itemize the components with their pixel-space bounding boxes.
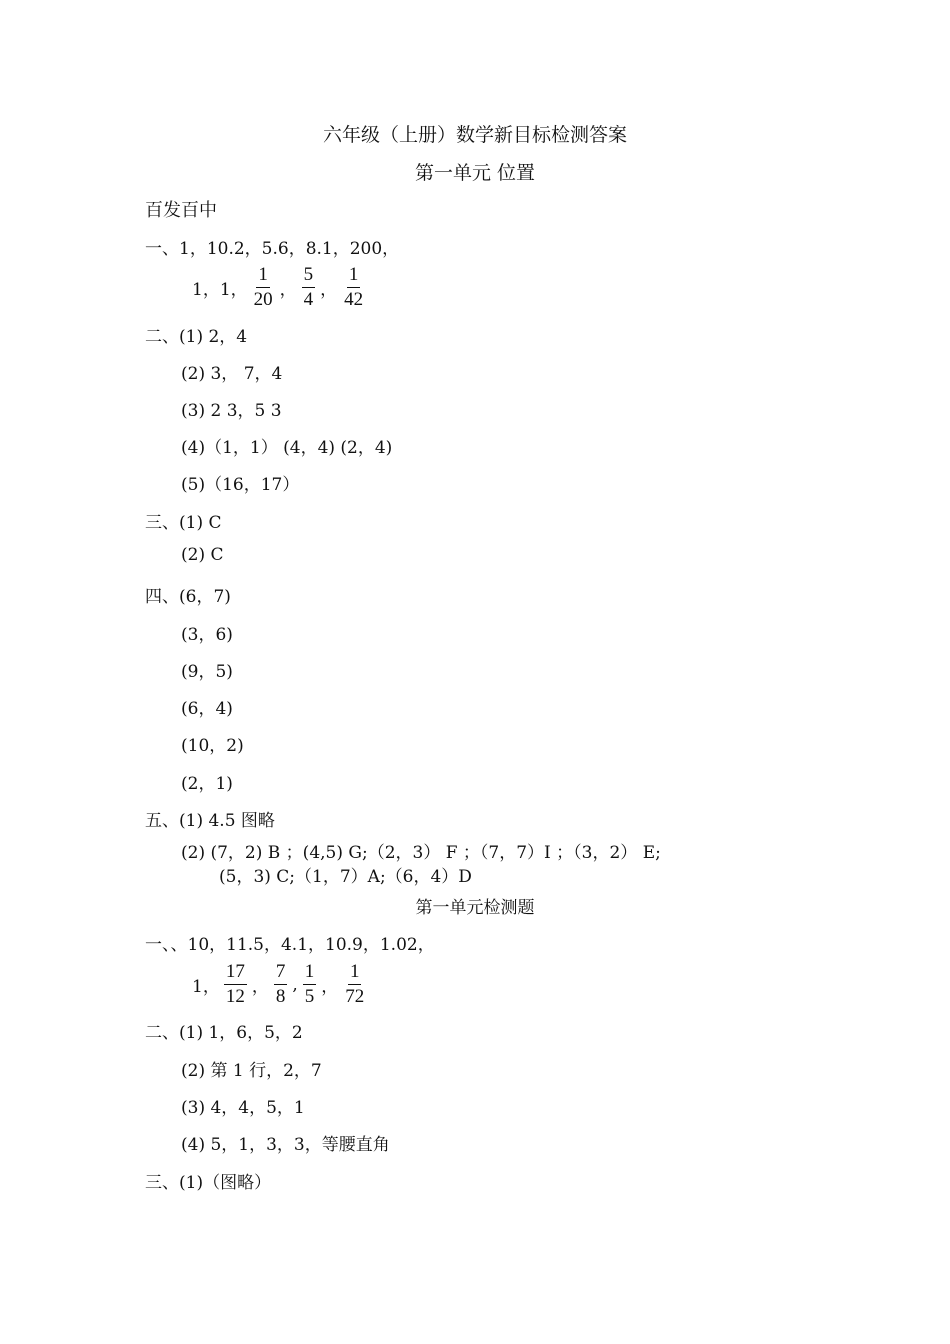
- document-title: 六年级（上册）数学新目标检测答案: [322, 124, 627, 146]
- s1-q4-3: (9，5): [181, 662, 233, 682]
- fraction: $\frac{1}{5}$: [304, 961, 315, 1007]
- test-title: 第一单元检测题: [415, 898, 535, 918]
- s2-q2-2: (2) 第 1 行，2，7: [181, 1061, 322, 1081]
- section-label: 百发百中: [145, 200, 217, 221]
- s1-q2-1: 二、(1) 2，4: [145, 327, 248, 347]
- s1-q2-3: (3) 2 3，5 3: [181, 401, 282, 421]
- fraction: $\frac{1}{72}$: [345, 961, 365, 1007]
- s2-q3-1: 三、(1)（图略）: [145, 1173, 272, 1193]
- comma-separator: ，: [320, 280, 338, 300]
- s1-q1-line2: [192, 264, 369, 311]
- s1-q4-4: (6，4): [181, 699, 233, 719]
- s1-q4-5: (10，2): [181, 736, 244, 756]
- s1-q1-line1: 一、1，10.2，5.6，8.1，200，: [145, 239, 400, 259]
- fraction: $\frac{1}{42}$: [344, 264, 364, 310]
- fraction: $\frac{7}{8}$: [275, 961, 286, 1007]
- s1-q2-4: (4)（1，1） (4，4) (2，4): [181, 438, 393, 458]
- s1-q2-5: (5)（16，17）: [181, 475, 300, 495]
- s1-q4-6: (2，1): [181, 774, 233, 794]
- fraction: $\frac{5}{4}$: [303, 264, 314, 310]
- fraction: $\frac{17}{12}$: [225, 961, 245, 1007]
- s1-q3-1: 三、(1) C: [145, 513, 222, 533]
- s1-q5-1: 五、(1) 4.5 图略: [145, 811, 275, 831]
- s1-q1-prefix: 1，1，: [192, 280, 248, 300]
- s2-q1-line1: 一、、10，11.5，4.1，10.9，1.02，: [145, 935, 435, 955]
- comma-separator: ，: [279, 280, 297, 300]
- s1-q4-1: 四、(6，7): [145, 587, 231, 607]
- s1-q3-2: (2) C: [181, 545, 224, 565]
- comma-separator: ，: [321, 977, 339, 997]
- s2-q1-line2: [192, 961, 370, 1008]
- s1-q5-3: (5，3) C;（1，7）A;（6，4）D: [219, 867, 472, 887]
- s2-q2-1: 二、(1) 1，6，5，2: [145, 1023, 303, 1043]
- fraction: $\frac{1}{20}$: [253, 264, 273, 310]
- unit-title: 第一单元 位置: [414, 162, 536, 184]
- s2-q1-prefix: 1，: [192, 977, 220, 997]
- s1-q5-2: (2) (7，2) B ；(4,5) G;（2，3） F ；（7，7）I ；（3，2） E;: [181, 843, 661, 863]
- comma-separator: ，: [251, 977, 269, 997]
- comma-separator: ,: [292, 974, 298, 995]
- s2-q2-3: (3) 4，4，5，1: [181, 1098, 305, 1118]
- s1-q2-2: (2) 3， 7，4: [181, 364, 283, 384]
- s1-q4-2: (3，6): [181, 625, 233, 645]
- s2-q2-4: (4) 5，1，3，3，等腰直角: [181, 1135, 390, 1155]
